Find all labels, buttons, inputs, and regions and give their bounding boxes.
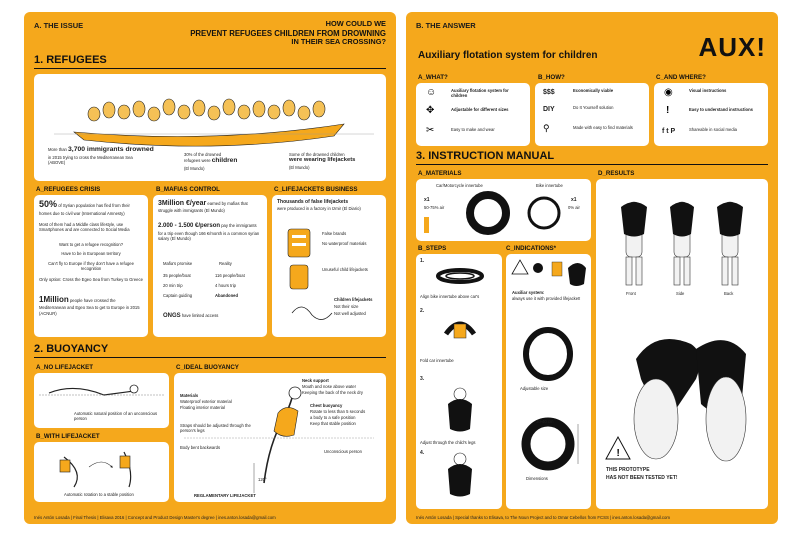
stat1-prefix: More than [48, 147, 67, 152]
where-panel [654, 83, 768, 146]
neck-support-1: Mouth and nose above water [302, 384, 357, 389]
false-brands: False brands [322, 231, 347, 236]
chest-buoyancy-label: Chest buoyancy [310, 403, 343, 408]
front-view-label: Front [626, 291, 636, 296]
divider [34, 357, 386, 358]
ongs-post: have limited access [181, 313, 219, 318]
adjust-arrows-icon: ✥ [426, 105, 435, 116]
stat2-prefix: 30% of the drowned [184, 152, 222, 157]
crisis-source-2: (ACNUR) [39, 310, 57, 316]
material-1-qty: x1 [424, 197, 430, 203]
how-line-3: Made with easy to find materials [573, 125, 633, 130]
buoyancy-title: 2. BUOYANCY [34, 343, 109, 355]
mafias-source-2: (El Mundo) [170, 236, 191, 242]
crisis-big-stat: 50% [39, 199, 58, 209]
stat1-big: 3,700 immigrants drowned [68, 146, 154, 153]
material-1-spec: 50-75% air [424, 205, 445, 210]
stat2-mid: refugees were [184, 158, 211, 164]
ongs-label: ONGS [163, 313, 181, 319]
left-footer: Inés Antón Losada | Final Thesis | Elisava 2016 | Concept and Product Design Master's degree | ines.anton.losada@gmail.com [34, 515, 276, 520]
reality-label: Reality [219, 261, 232, 266]
svg-text:!: ! [616, 448, 620, 459]
not-their-size: Not their size [334, 304, 359, 309]
adjustable-size-label: Adjustable size [520, 386, 549, 391]
reglamentary-caption: REGLAMENTARY LIFEJACKET [194, 493, 256, 498]
crisis-question-1: Want to get a refugee recognition? [58, 242, 124, 247]
aux-subtitle: Auxiliary flotation system for children [418, 50, 598, 61]
divider [34, 68, 386, 69]
mafias-source: (El Mundo) [204, 208, 225, 214]
innertubes-illustration [416, 179, 591, 241]
step-1-number: 1. [420, 258, 425, 264]
mafias-line-2: pay the immigrants for a trip even though 166 €/month is a common syrian salary [158, 223, 260, 242]
lifejackets-line-2: were produced in a factory in Izmir [277, 205, 342, 211]
lifejackets-panel [272, 195, 386, 337]
refugees-stats-panel [34, 74, 386, 181]
with-lifejacket-caption: Automatic rotation to a stable position [64, 492, 134, 497]
ideal-buoyancy-panel [174, 373, 386, 502]
warning-line-2: HAS NOT BEEN TESTED YET! [606, 475, 678, 481]
child-icon: ☺ [426, 87, 437, 98]
crisis-text [39, 199, 143, 216]
unuseful-child: Unuseful child lifejackets [322, 267, 368, 272]
dimension-value: 30-40 cm [536, 419, 554, 424]
right-poster [406, 12, 778, 524]
results-panel [596, 179, 768, 509]
indications-title: C_INDICATIONS* [506, 245, 557, 252]
crisis-question-2: Can't fly to Europe if they don't have a refugee recognition [48, 261, 134, 272]
issue-question [190, 20, 386, 47]
stat-lifejackets [289, 152, 384, 170]
steps-illustration [416, 254, 502, 509]
indications-line-1: Auxiliar system: [512, 290, 545, 295]
stat1-post: in 2015 trying to cross the Mediterranean Sea [48, 154, 133, 160]
promise-3: Captain guiding [163, 293, 193, 298]
materials-2: Floating interior material [180, 405, 225, 410]
material-2-qty: x1 [571, 197, 577, 203]
promise-2: 20 min trip [163, 283, 183, 288]
what-line-2: Adjustable for different sizes [451, 107, 509, 112]
ideal-buoyancy-title: C_IDEAL BUOYANCY [176, 364, 239, 371]
crisis-panel [34, 195, 148, 337]
results-illustration [596, 179, 768, 509]
what-line-1: Auxiliary flotation system for children [451, 88, 509, 99]
step-3-number: 3. [420, 376, 425, 382]
where-line-3: Shareable in social media [689, 127, 737, 132]
right-footer: Inés Antón Losada | Special thanks to Elisava, to The Noun Project and to Omar Cebellos from FCSS | ines.anton.losada@gmail.com [416, 515, 670, 520]
divider [416, 164, 768, 165]
mafias-text [158, 199, 262, 214]
promise-label: Mafia's promise [163, 261, 193, 266]
what-line-3: Easy to make and wear [451, 127, 495, 132]
material-1-name: Car/Motorcycle innertube [436, 183, 483, 188]
where-line-1: Visual instructions [689, 88, 727, 93]
back-view-label: Back [724, 291, 734, 296]
reality-1: 116 people/boat [215, 273, 245, 278]
crisis-line-3: people have crossed the Mediterranean and Egeo Sea to get to Europe in 2015 [39, 298, 140, 311]
mafias-panel [153, 195, 267, 337]
mafias-line-1: earned by mafias that struggle with immigrants [158, 201, 248, 214]
stat-drowned [48, 146, 168, 166]
how-line-1: Economically viable [573, 88, 614, 93]
indications-panel [506, 254, 591, 509]
left-poster [24, 12, 396, 524]
section-tag-answer: B. THE ANSWER [416, 21, 476, 30]
unconscious-note: Unconscious person [324, 449, 362, 454]
boat-shape [74, 124, 344, 146]
materials-panel [416, 179, 591, 241]
chest-buoyancy-1: Rotate to less than 5 seconds [310, 409, 366, 414]
crisis-source: (International Amnesty) [81, 210, 125, 216]
what-title: A_WHAT? [418, 74, 448, 81]
mafias-price [158, 223, 262, 242]
step-1-caption: Align bike innertube above car's [420, 294, 480, 299]
material-2-spec: 0% air [568, 205, 580, 210]
no-waterproof: No waterproof materials [322, 241, 367, 246]
tools-icon: ✂ [426, 125, 435, 136]
indications-line-2: always use it with provided lifejacket! [512, 296, 581, 301]
aux-title: AUX! [698, 32, 766, 62]
diy-icon: DIY [543, 106, 555, 113]
materials-label: Materials [180, 393, 199, 398]
neck-support-label: Neck support [302, 378, 329, 383]
where-title: C_AND WHERE? [656, 74, 706, 81]
dimensions-label: Dimensions [526, 476, 548, 481]
section-tag-issue: A. THE ISSUE [34, 21, 84, 30]
exclamation-icon: ! [666, 105, 670, 116]
manual-title: 3. INSTRUCTION MANUAL [416, 150, 555, 162]
mafias-price-stat: 2.000 - 1.500 €/person [158, 223, 221, 229]
body-bent-note: Body bent backwards [180, 445, 221, 450]
lifejackets-business-title: C_LIFEJACKETS BUSINESS [274, 186, 358, 193]
crisis-line-1: of Syrian population has fled from their homes due to civil war [39, 203, 130, 216]
how-panel [535, 83, 649, 146]
straps-note: Straps should be adjusted through the person's legs [180, 423, 251, 434]
with-lifejacket-panel [34, 442, 169, 502]
where-line-2: Easy to understand instructions [689, 107, 753, 112]
angle-label: 120° [258, 477, 267, 482]
promise-1: 35 people/boat [163, 273, 191, 278]
mafias-title: B_MAFIAS CONTROL [156, 186, 220, 193]
stat3-big: were wearing lifejackets [289, 157, 356, 164]
reality-2: 4 hours trip [215, 283, 236, 288]
material-2-name: Bike innertube [536, 183, 563, 188]
mafias-big-stat: 3Million €/year [158, 200, 207, 207]
vehicles-icon: ⚲ [543, 123, 550, 133]
step-4-number: 4. [420, 450, 425, 456]
lifejackets-line-1: Thousands of false lifejackets [277, 199, 349, 205]
refugees-title: 1. REFUGEES [34, 54, 107, 66]
step-2-number: 2. [420, 308, 425, 314]
neck-support-2: Keeping the back of the neck dry [302, 390, 363, 395]
stat-children [184, 152, 264, 171]
stat3-prefix: Some of the drowned children [289, 152, 345, 157]
children-lifejackets: Children lifejackets [334, 297, 373, 302]
stat2-big: children [211, 157, 238, 165]
no-lifejacket-title: A_NO LIFEJACKET [36, 364, 94, 371]
how-title: B_HOW? [538, 74, 565, 81]
with-lifejacket-title: B_WITH LIFEJACKET [36, 433, 100, 440]
lifejackets-source: (El Diario) [342, 205, 361, 211]
social-icons: f t P [662, 128, 676, 135]
materials-title: A_MATERIALS [418, 170, 462, 177]
question-line-3: IN THEIR SEA CROSSING? [291, 37, 386, 47]
stat3-source: (El Mundo) [289, 164, 310, 170]
reality-3: Abandoned [215, 293, 239, 298]
step-3-caption: Adjust through the child's legs [420, 440, 476, 445]
crisis-answer-1: Have to be in European territory [61, 251, 121, 256]
steps-panel [416, 254, 502, 509]
eye-icon: ◉ [664, 87, 673, 98]
no-lifejacket-panel [34, 373, 169, 428]
steps-title: B_STEPS [418, 245, 447, 252]
crisis-line-2: Most of them had a Middle class lifestyle, use Smartphones and are connected to Social Media [39, 222, 130, 233]
step-2-caption: Fold car innertube [420, 358, 454, 363]
warning-line-1: THIS PROTOTYPE [606, 467, 650, 473]
money-icon: $$$ [543, 89, 555, 96]
question-line-2: PREVENT REFUGEES CHILDREN FROM DROWNING [190, 28, 386, 38]
crisis-million [39, 295, 143, 316]
question-line-1: HOW COULD WE [325, 19, 386, 28]
not-adjusted: Not well adjusted [334, 311, 366, 316]
chest-buoyancy-2: a body to a safe position [310, 415, 356, 420]
no-lifejacket-caption: Automatic natural position of an unconscious person [74, 411, 158, 422]
chest-buoyancy-3: Keep that stable position [310, 421, 356, 426]
results-title: D_RESULTS [598, 170, 635, 177]
crisis-million-stat: 1Million [39, 295, 69, 304]
side-view-label: Side [676, 291, 685, 296]
ongs-note [163, 313, 263, 321]
materials-1: Waterproof exterior material [180, 399, 232, 404]
stat2-source: (El Mundo) [184, 166, 205, 172]
stat1-source: (ABOVE) [48, 160, 66, 166]
what-panel [416, 83, 530, 146]
crisis-answer-2: Only option: Cross the Egeo Sea from Turkey to Greece [39, 277, 143, 282]
how-line-2: Do It Yourself solution [573, 105, 614, 110]
lifejacket-illustration [272, 195, 386, 337]
crisis-title: A_REFUGEES CRISIS [36, 186, 101, 193]
